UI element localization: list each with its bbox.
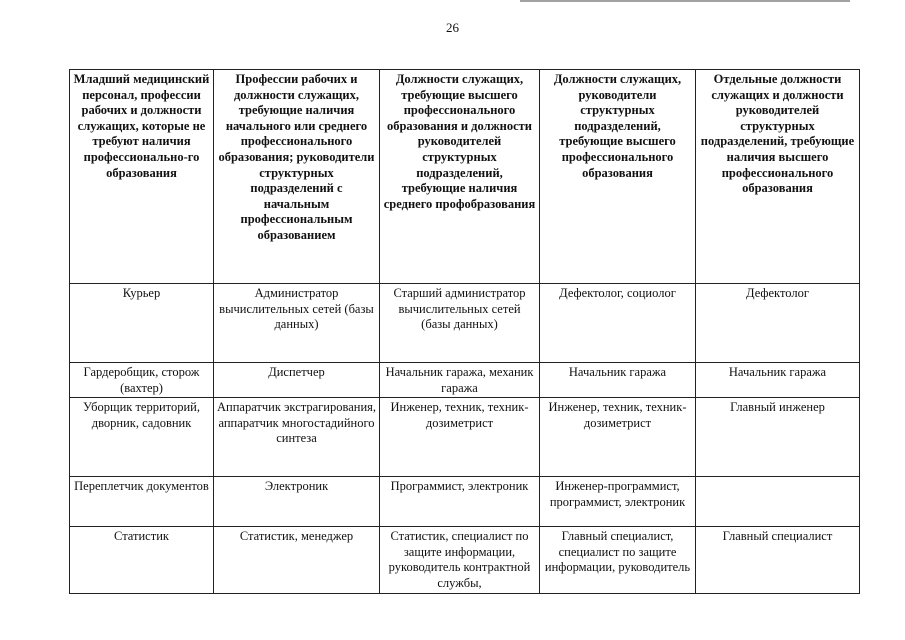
table-cell: Главный инженер — [696, 398, 860, 477]
table-cell: Главный специалист — [696, 527, 860, 593]
scan-edge-line — [520, 0, 850, 2]
table-cell: Программист, электроник — [380, 477, 540, 527]
table-cell: Инженер, техник, техник- дозиметрист — [540, 398, 696, 477]
table-row — [70, 477, 860, 527]
table-cell: Дефектолог, социолог — [540, 284, 696, 363]
table-row — [70, 363, 860, 398]
table-cell: Диспетчер — [214, 363, 380, 398]
table-row — [70, 284, 860, 363]
table-row — [70, 398, 860, 477]
column-header-unit-heads-higher-education: Должности служащих, руководители структурных подразделений, требующие высшего профессионального образования — [540, 70, 696, 284]
table-cell: Статистик, специалист по защите информации, руководитель контрактной службы, — [380, 527, 540, 593]
table-cell: Гардеробщик, сторож (вахтер) — [70, 363, 214, 398]
table-cell: Начальник гаража — [696, 363, 860, 398]
table-row — [70, 527, 860, 593]
table-cell: Уборщик территорий, дворник, садовник — [70, 398, 214, 477]
table-cell: Начальник гаража, механик гаража — [380, 363, 540, 398]
table-cell: Статистик, менеджер — [214, 527, 380, 593]
table-cell: Переплетчик документов — [70, 477, 214, 527]
positions-table — [69, 69, 860, 594]
table-cell: Администратор вычислительных сетей (базы данных) — [214, 284, 380, 363]
table-header-row — [70, 70, 860, 284]
table-cell — [696, 477, 860, 527]
table-cell: Главный специалист, специалист по защите информации, руководитель — [540, 527, 696, 593]
page-number: 26 — [446, 20, 459, 35]
table-cell: Дефектолог — [696, 284, 860, 363]
table-cell: Электроник — [214, 477, 380, 527]
table-cell: Старший администратор вычислительных сетей (базы данных) — [380, 284, 540, 363]
table-cell: Начальник гаража — [540, 363, 696, 398]
table-cell: Аппаратчик экстрагирования, аппаратчик многостадийного синтеза — [214, 398, 380, 477]
table-cell: Инженер, техник, техник-дозиметрист — [380, 398, 540, 477]
column-header-selected-positions: Отдельные должности служащих и должности руководителей структурных подразделений, требующие наличия высшего профессионального образования — [696, 70, 860, 284]
table-cell: Курьер — [70, 284, 214, 363]
column-header-higher-education-employees: Должности служащих, требующие высшего профессионального образования и должности руководителей структурных подразделений, требующие наличия среднего профобразования — [380, 70, 540, 284]
table-cell: Инженер-программист, программист, электроник — [540, 477, 696, 527]
column-header-secondary-education: Профессии рабочих и должности служащих, требующие наличия начального или среднего профессионального образования; руководители структурных подразделений с начальным профессиональным образованием — [214, 70, 380, 284]
table-cell: Статистик — [70, 527, 214, 593]
column-header-junior-staff: Младший медицинский персонал, профессии рабочих и должности служащих, которые не требуют наличия профессионально-го образования — [70, 70, 214, 284]
